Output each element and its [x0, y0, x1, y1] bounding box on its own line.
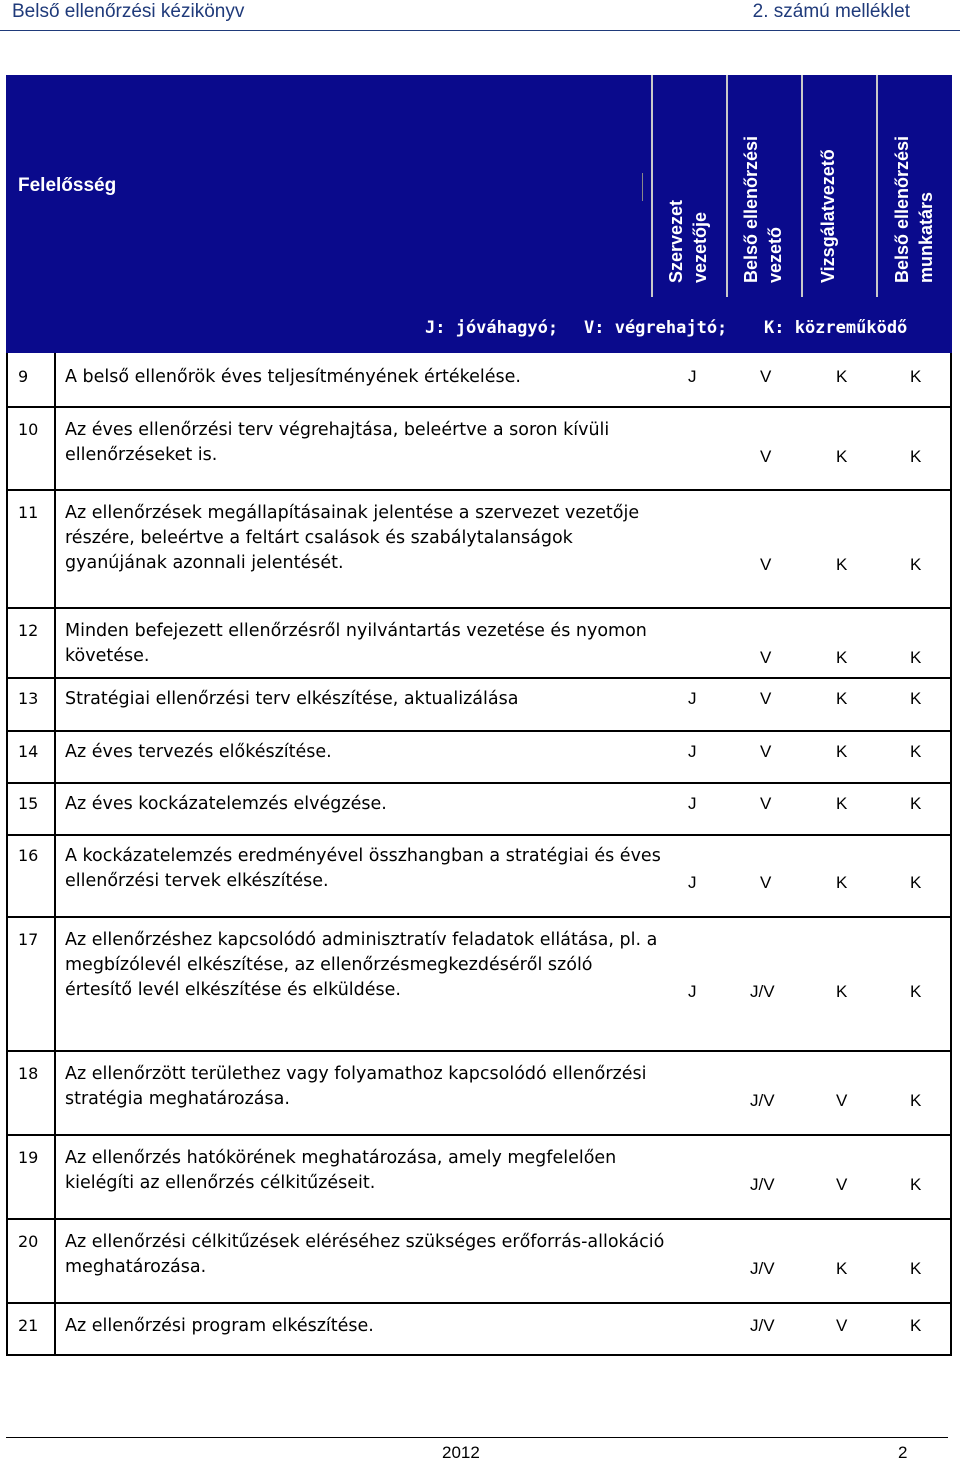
table-row — [6, 491, 952, 609]
row-number: 17 — [18, 930, 39, 949]
row-description: Az ellenőrzési célkitűzések eléréséhez szükséges erőforrás-allokáció meghatározása. — [65, 1232, 665, 1277]
role-mark: J — [688, 873, 697, 892]
role-mark: K — [836, 367, 848, 386]
role-mark: V — [760, 367, 772, 386]
annex-label: 2. számú melléklet — [752, 1, 910, 22]
header-divider — [0, 30, 960, 31]
table-row — [6, 918, 952, 1052]
row-description: Az ellenőrzéshez kapcsolódó adminisztratív feladatok ellátása, pl. a megbízólevél elkészítése, az ellenőrzésmegkezdéséről szóló értesítő levél elkészítése és elküldése. — [65, 930, 658, 1000]
table-row — [6, 1304, 952, 1356]
column-header-auditor: Belső ellenőrzési munkatárs — [892, 135, 936, 283]
row-number: 18 — [18, 1064, 39, 1083]
table-header — [6, 75, 952, 297]
role-mark: K — [910, 648, 922, 667]
role-mark: K — [910, 689, 922, 708]
table-row — [6, 784, 952, 836]
table-row — [6, 408, 952, 491]
role-mark: V — [760, 555, 772, 574]
table-row — [6, 1052, 952, 1136]
row-separator — [54, 1220, 56, 1302]
role-mark: V — [836, 1316, 848, 1335]
table-row — [6, 732, 952, 784]
row-separator — [54, 353, 56, 406]
row-number: 16 — [18, 846, 39, 865]
role-mark: V — [760, 689, 772, 708]
role-mark: K — [910, 742, 922, 761]
row-separator — [54, 784, 56, 834]
role-mark: J/V — [750, 1091, 775, 1110]
row-description: Az éves kockázatelemzés elvégzése. — [65, 794, 387, 814]
row-separator — [54, 679, 56, 730]
responsibility-heading: Felelősség — [18, 175, 117, 196]
legend-contributor: K: közreműködő — [764, 318, 908, 338]
role-mark: K — [910, 873, 922, 892]
row-number: 9 — [18, 367, 29, 386]
role-mark: K — [910, 1259, 922, 1278]
role-mark: K — [910, 1316, 922, 1335]
row-description: Az éves tervezés előkészítése. — [65, 742, 332, 762]
role-mark: K — [836, 555, 848, 574]
row-description: Az ellenőrzési program elkészítése. — [65, 1316, 374, 1336]
footer-year: 2012 — [442, 1443, 480, 1462]
column-header-audit-head: Belső ellenőrzési vezető — [741, 135, 785, 283]
row-description: A belső ellenőrök éves teljesítményének értékelése. — [65, 367, 521, 387]
row-description: Minden befejezett ellenőrzésről nyilvántartás vezetése és nyomon követése. — [65, 621, 647, 666]
row-number: 19 — [18, 1148, 39, 1167]
role-mark: J — [688, 742, 697, 761]
row-separator — [54, 836, 56, 916]
role-mark: J — [688, 794, 697, 813]
role-mark: J/V — [750, 1259, 775, 1278]
role-mark: K — [836, 982, 848, 1001]
role-mark: K — [836, 648, 848, 667]
role-mark: K — [836, 447, 848, 466]
row-number: 21 — [18, 1316, 39, 1335]
role-mark: V — [760, 742, 772, 761]
role-mark: K — [836, 794, 848, 813]
row-number: 15 — [18, 794, 39, 813]
footer-divider — [6, 1437, 948, 1438]
role-mark: K — [836, 873, 848, 892]
role-mark: K — [836, 742, 848, 761]
row-separator — [54, 918, 56, 1050]
row-description: Az ellenőrzött területhez vagy folyamathoz kapcsolódó ellenőrzési stratégia meghatározása. — [65, 1064, 647, 1109]
column-divider — [651, 75, 653, 297]
role-mark: J — [688, 982, 697, 1001]
row-separator — [54, 491, 56, 607]
table-row — [6, 1220, 952, 1304]
page-header — [0, 0, 960, 24]
column-divider — [876, 75, 878, 297]
role-mark: J/V — [750, 1175, 775, 1194]
row-separator — [54, 1136, 56, 1218]
page-number: 2 — [898, 1443, 908, 1462]
row-separator — [54, 408, 56, 489]
row-separator — [54, 609, 56, 677]
row-description: Az ellenőrzés hatókörének meghatározása, amely megfelelően kielégíti az ellenőrzés célkitűzéseit. — [65, 1148, 617, 1193]
column-header-lead-auditor: Vizsgálatvezető — [818, 149, 838, 283]
legend-executor: V: végrehajtó; — [584, 318, 728, 338]
role-mark: J — [688, 689, 697, 708]
role-mark: V — [760, 873, 772, 892]
role-mark: J — [688, 367, 697, 386]
role-mark: J/V — [750, 982, 775, 1001]
role-mark: K — [910, 1091, 922, 1110]
row-number: 11 — [18, 503, 39, 522]
row-description: Az ellenőrzések megállapításainak jelentése a szervezet vezetője részére, beleértve a feltárt csalások és szabálytalanságok gyanújának azonnali jelentését. — [65, 503, 640, 573]
role-mark: V — [760, 447, 772, 466]
role-mark: K — [910, 794, 922, 813]
table-row — [6, 679, 952, 732]
role-mark: V — [760, 648, 772, 667]
row-separator — [54, 1052, 56, 1134]
role-mark: J/V — [750, 1316, 775, 1335]
row-separator — [54, 732, 56, 782]
legend-approver: J: jóváhagyó; — [425, 318, 559, 338]
role-mark: K — [910, 982, 922, 1001]
row-number: 12 — [18, 621, 39, 640]
column-divider — [801, 75, 803, 297]
role-mark: V — [836, 1091, 848, 1110]
table-row — [6, 609, 952, 679]
role-mark: K — [910, 555, 922, 574]
row-number: 13 — [18, 689, 39, 708]
row-description: Az éves ellenőrzési terv végrehajtása, beleértve a soron kívüli ellenőrzéseket is. — [65, 420, 610, 465]
row-number: 10 — [18, 420, 39, 439]
row-number: 20 — [18, 1232, 39, 1251]
row-description: Stratégiai ellenőrzési terv elkészítése, aktualizálása — [65, 689, 519, 709]
role-mark: K — [836, 1259, 848, 1278]
table-row — [6, 836, 952, 918]
row-description: A kockázatelemzés eredményével összhangban a stratégiai és éves ellenőrzési tervek elkészítése. — [65, 846, 661, 891]
row-number: 14 — [18, 742, 39, 761]
role-mark: V — [836, 1175, 848, 1194]
column-header-organization-head: Szervezet vezetője — [666, 199, 710, 283]
role-mark: K — [910, 447, 922, 466]
column-divider — [726, 75, 728, 297]
table-row — [6, 353, 952, 408]
role-mark: K — [910, 367, 922, 386]
role-mark: K — [910, 1175, 922, 1194]
document-title: Belső ellenőrzési kézikönyv — [12, 1, 245, 22]
row-separator — [54, 1304, 56, 1354]
table-row — [6, 1136, 952, 1220]
role-mark: V — [760, 794, 772, 813]
role-mark: K — [836, 689, 848, 708]
